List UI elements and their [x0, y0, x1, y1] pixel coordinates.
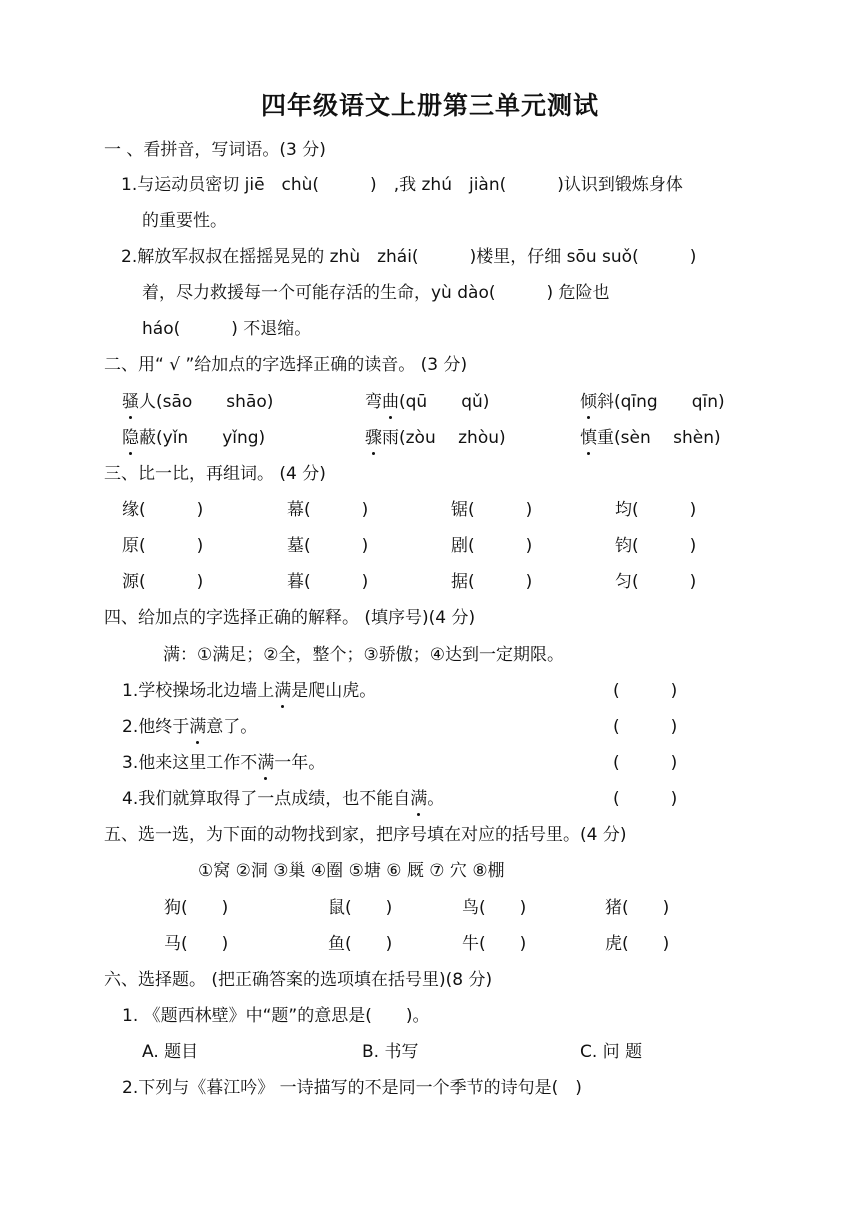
s1-question-1-line-1: 1.与运动员密切 jiē chù( ) ,我 zhú jiàn( )认识到锻炼身体 [121, 175, 683, 195]
s3-word-cell: 钧( ) [615, 536, 697, 556]
s6-option-b: B. 书写 [362, 1042, 419, 1062]
s1-question-2-line-3: háo( ) 不退缩。 [142, 319, 312, 339]
s3-word-cell: 墓( ) [287, 536, 369, 556]
s3-word-cell: 锯( ) [451, 500, 533, 520]
s3-word-cell: 源( ) [122, 572, 204, 592]
dotted-char: 倾 [580, 389, 597, 415]
dotted-char: 隐 [122, 425, 139, 451]
section-5-heading: 五、选一选，为下面的动物找到家，把序号填在对应的括号里。(4 分) [104, 825, 627, 845]
s5-animal-cell: 鸟( ) [462, 898, 527, 918]
s3-word-cell: 剧( ) [451, 536, 533, 556]
s1-question-2-line-2: 着，尽力救援每一个可能存活的生命，yù dào( ) 危险也 [142, 283, 610, 303]
s5-animal-cell: 鼠( ) [328, 898, 393, 918]
dotted-char: 骚 [122, 389, 139, 415]
s2-item-2: 弯曲(qū qǔ) [365, 389, 489, 415]
section-1-heading: 一 、看拼音，写词语。(3 分) [104, 140, 326, 160]
s3-word-cell: 暮( ) [287, 572, 369, 592]
s4-options: 满：①满足；②全，整个；③骄傲；④达到一定期限。 [163, 645, 564, 665]
section-4-heading: 四、给加点的字选择正确的解释。 (填序号)(4 分) [104, 608, 476, 628]
s5-animal-cell: 鱼( ) [328, 934, 393, 954]
s5-animal-cell: 虎( ) [605, 934, 670, 954]
s6-option-c: C. 问 题 [580, 1042, 643, 1062]
s6-question-1: 1. 《题西林壁》中“题”的意思是( )。 [122, 1006, 430, 1026]
s4-item-1: 1.学校操场北边墙上满是爬山虎。 [122, 678, 376, 704]
s3-word-cell: 均( ) [615, 500, 697, 520]
s5-animal-cell: 马( ) [164, 934, 229, 954]
s2-item-5: 骤雨(zòu zhòu) [365, 425, 506, 451]
s1-question-1-line-2: 的重要性。 [142, 211, 227, 231]
dotted-char: 骤 [365, 425, 382, 451]
s4-answer-blank: ( ) [613, 717, 678, 737]
s6-question-2: 2.下列与《暮江吟》 一诗描写的不是同一个季节的诗句是( ) [122, 1078, 582, 1098]
page-title: 四年级语文上册第三单元测试 [260, 91, 599, 120]
s2-item-4: 隐蔽(yǐn yǐng) [122, 425, 265, 451]
section-3-heading: 三、比一比，再组词。 (4 分) [104, 464, 326, 484]
s4-answer-blank: ( ) [613, 789, 678, 809]
s5-options: ①窝 ②洞 ③巢 ④圈 ⑤塘 ⑥ 厩 ⑦ 穴 ⑧棚 [198, 861, 505, 881]
s4-answer-blank: ( ) [613, 753, 678, 773]
section-2-heading: 二、用“ √ ”给加点的字选择正确的读音。 (3 分) [104, 355, 468, 375]
s3-word-cell: 幕( ) [287, 500, 369, 520]
s1-question-2-line-1: 2.解放军叔叔在摇摇晃晃的 zhù zhái( )楼里，仔细 sōu suǒ( ) [121, 247, 697, 267]
s3-word-cell: 缘( ) [122, 500, 204, 520]
s3-word-cell: 原( ) [122, 536, 204, 556]
s2-item-3: 倾斜(qīng qīn) [580, 389, 725, 415]
dotted-char: 满 [274, 678, 291, 704]
s5-animal-cell: 猪( ) [605, 898, 670, 918]
dotted-char: 满 [257, 750, 274, 776]
dotted-char: 慎 [580, 425, 597, 451]
s5-animal-cell: 狗( ) [164, 898, 229, 918]
dotted-char: 满 [189, 714, 206, 740]
s6-option-a: A. 题目 [142, 1042, 199, 1062]
s2-item-1: 骚人(sāo shāo) [122, 389, 273, 415]
dotted-char: 曲 [382, 389, 399, 415]
s4-item-2: 2.他终于满意了。 [122, 714, 257, 740]
s4-answer-blank: ( ) [613, 681, 678, 701]
dotted-char: 满 [410, 786, 427, 812]
s3-word-cell: 据( ) [451, 572, 533, 592]
s4-item-4: 4.我们就算取得了一点成绩，也不能自满。 [122, 786, 444, 812]
s4-item-3: 3.他来这里工作不满一年。 [122, 750, 325, 776]
s2-item-6: 慎重(sèn shèn) [580, 425, 721, 451]
s5-animal-cell: 牛( ) [462, 934, 527, 954]
section-6-heading: 六、选择题。 (把正确答案的选项填在括号里)(8 分) [104, 970, 493, 990]
s3-word-cell: 匀( ) [615, 572, 697, 592]
